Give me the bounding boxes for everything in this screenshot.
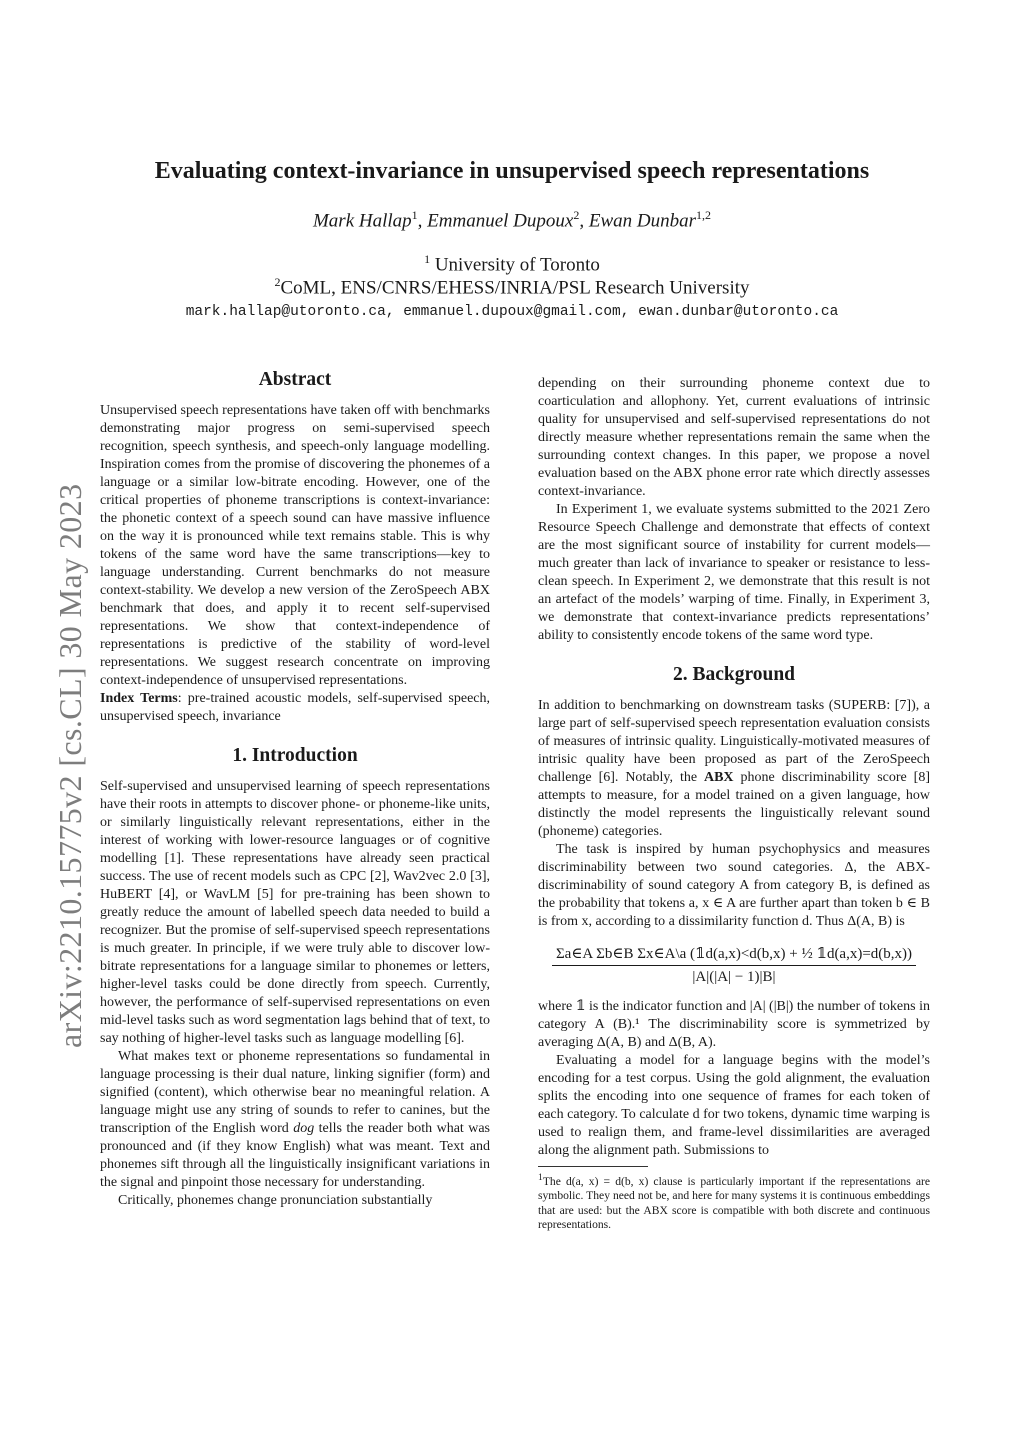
section-heading-background: 2. Background bbox=[672, 664, 796, 685]
formula-numerator: Σa∈A Σb∈B Σx∈A\a (𝟙d(a,x)<d(b,x) + ½ 𝟙d(a,x)=d(b,x)) bbox=[552, 945, 916, 966]
right-paragraph-2: In Experiment 1, we evaluate systems submitted to the 2021 Zero Resource Speech Challenge and demonstrate that effects of context are the most significant source of instability for current models—much greater than lack of invariance to speaker or resistance to less-clean speech. In Experiment 2, we demonstrate that this result is not an artefact of the models’ warping of time. Finally, in Experiment 3, we demonstrate that context-invariance predicts representations’ ability to consistently encode tokens of the same word type. bbox=[538, 502, 930, 643]
right-column bbox=[538, 375, 930, 1233]
index-terms-label: Index Terms bbox=[100, 691, 178, 706]
author-name: Mark Hallap bbox=[312, 210, 412, 232]
background-paragraph-4: Evaluating a model for a language begins with the model’s encoding for a test corpus. Using the gold alignment, the evaluation splits the encoding into one sequence of frames for each token of each category. To calculate d for two tokens, dynamic time warping is used to realign them, and frame-level dissimilarities are averaged along the alignment path. Submissions to bbox=[538, 1053, 930, 1158]
author-name: Ewan Dunbar bbox=[588, 210, 696, 232]
abx-term: ABX bbox=[703, 770, 734, 785]
section-heading-introduction: 1. Introduction bbox=[232, 745, 358, 766]
left-column bbox=[100, 368, 490, 1210]
intro-paragraph-2-part-a: What makes text or phoneme representations so fundamental in language processing is their dual nature, linking signifier (form) and signified (content), which otherwise bear no meaningful relation. A language might use any string of sounds to refer to canines, but the transcription of the English word bbox=[100, 1049, 490, 1136]
intro-paragraph-1: Self-supervised and unsupervised learning of speech representations have their roots in attempts to discover phone- or phoneme-like units, or similarly linguistically relevant representations, either in the interest of working with lower-resource languages or of cognitive modelling [1]. These representations have already seen practical success. The use of recent models such as CPC [2], Wav2vec 2.0 [3], HuBERT [4], or WavLM [5] for pre-training has been shown to greatly reduce the amount of labelled speech data needed to build a recognizer. But the promise of self-supervised speech representations is much greater. In principle, if we were truly able to discover low-bitrate representations for a language similar to phonemes or letters, higher-level tasks could be done directly from speech. Currently, however, the performance of self-supervised representations on even mid-level tasks such as word segmentation lags behind that of text, to say nothing of higher-level tasks such as language modelling [6]. bbox=[100, 779, 490, 1046]
author-emails: mark.hallap@utoronto.ca, emmanuel.dupoux@gmail.com, ewan.dunbar@utoronto.ca bbox=[185, 304, 839, 320]
author-affil-mark: 1 bbox=[411, 208, 418, 222]
affil-mark: 2 bbox=[274, 275, 281, 289]
affil-name: CoML, ENS/CNRS/EHESS/INRIA/PSL Research University bbox=[280, 277, 750, 299]
abstract-text: Unsupervised speech representations have taken off with benchmarks demonstrating major progress on semi-supervised speech recognition, speech synthesis, and speech-only language modelling. Inspiration comes from the promise of discovering the phonemes of a language or a similar low-bitrate encoding. However, one of the critical properties of phoneme transcriptions is context-invariance: the phonetic context of a speech sound can have massive influence on the way it is pronounced while text remains stable. This is why tokens of the same word have the same transcriptions—key to language understanding. Current benchmarks do not measure context-stability. We develop a new version of the ZeroSpeech ABX benchmark that does, and apply it to recent self-supervised representations. We show that context-independence of representations is predictive of the stability of word-level representations. We suggest research concentrate on improving context-independence of unsupervised representations. bbox=[100, 403, 490, 688]
index-terms bbox=[100, 690, 490, 726]
affiliation-1 bbox=[0, 252, 1024, 276]
author-affil-mark: 1,2 bbox=[696, 208, 711, 222]
abstract-heading: Abstract bbox=[258, 369, 332, 390]
footnote-text: The d(a, x) = d(b, x) clause is particularly important if the representations are symbolic. They need not be, and here for many systems it is continuous embeddings that are used: but the ABX score is compatible with both discrete and continuous representations. bbox=[538, 1174, 930, 1232]
background-paragraph-1-part-a: In addition to benchmarking on downstream tasks (SUPERB: [7]), a large part of self-supervised speech representation evaluation consists of measures of intrinsic quality. Linguistically-motivated measures of intrisic quality have been proposed as part of the ZeroSpeech challenge [6]. Notably, the bbox=[538, 698, 930, 785]
arxiv-identifier: arXiv:2210.15775v2 [cs.CL] 30 May 2023 bbox=[52, 483, 88, 1048]
formula-denominator: |A|(|A| − 1)|B| bbox=[692, 969, 776, 985]
author-affil-mark: 2 bbox=[573, 208, 580, 222]
author-list: Mark Hallap$^1$, Emmanuel Dupoux$^2$, Ewan Dunbar$^{1,2}$ bbox=[312, 208, 711, 232]
author-name: Emmanuel Dupoux bbox=[427, 210, 574, 232]
background-paragraph-3: where 𝟙 is the indicator function and |A| (|B|) the number of tokens in category A (B).¹ The discriminability score is symmetrized by averaging Δ(A, B) and Δ(B, A). bbox=[538, 999, 930, 1050]
footnote-rule bbox=[538, 1166, 648, 1167]
affil-mark: 1 bbox=[424, 252, 431, 266]
intro-paragraph-3: Critically, phonemes change pronunciation substantially bbox=[118, 1193, 433, 1208]
right-paragraph-1: depending on their surrounding phoneme context due to coarticulation and allophony. Yet, current evaluations of intrinsic quality for unsupervised and self-supervised representations do not directly measure whether representations remain the same when the surrounding context changes. In this paper, we propose a novel evaluation based on the ABX phone error rate which directly assesses context-invariance. bbox=[538, 376, 930, 499]
footnote-mark: 1 bbox=[538, 1172, 543, 1183]
intro-paragraph-2-part-b: tells the reader both what was pronounced and (if they know English) what was meant. Text and phonemes sift through all the linguistically insignificant variations in the signal and pinpoint those necessary for understanding. bbox=[100, 1121, 490, 1190]
index-terms-text: : pre-trained acoustic models, self-supervised speech, unsupervised speech, invariance bbox=[100, 691, 490, 724]
intro-paragraph-2 bbox=[100, 1048, 490, 1192]
affiliation-2 bbox=[0, 275, 1024, 299]
footnote bbox=[538, 1171, 930, 1233]
paper-title: Evaluating context-invariance in unsupervised speech representations bbox=[154, 158, 870, 184]
background-paragraph-1 bbox=[538, 697, 930, 841]
affil-name: University of Toronto bbox=[434, 254, 600, 276]
example-word: dog bbox=[293, 1121, 315, 1136]
abx-formula bbox=[538, 945, 930, 986]
background-paragraph-2: The task is inspired by human psychophysics and measures discriminability between two sound categories. Δ, the ABX-discriminability of sound category A from category B, is defined as the probability that tokens a, x ∈ A are further apart than token b ∈ B is from x, according to a dissimilarity function d. Thus Δ(A, B) is bbox=[538, 842, 930, 929]
background-paragraph-1-part-b: phone discriminability score [8] attempts to measure, for a model trained on a given language, how distinctly the model represents the linguistically relevant sound (phoneme) categories. bbox=[538, 770, 930, 839]
